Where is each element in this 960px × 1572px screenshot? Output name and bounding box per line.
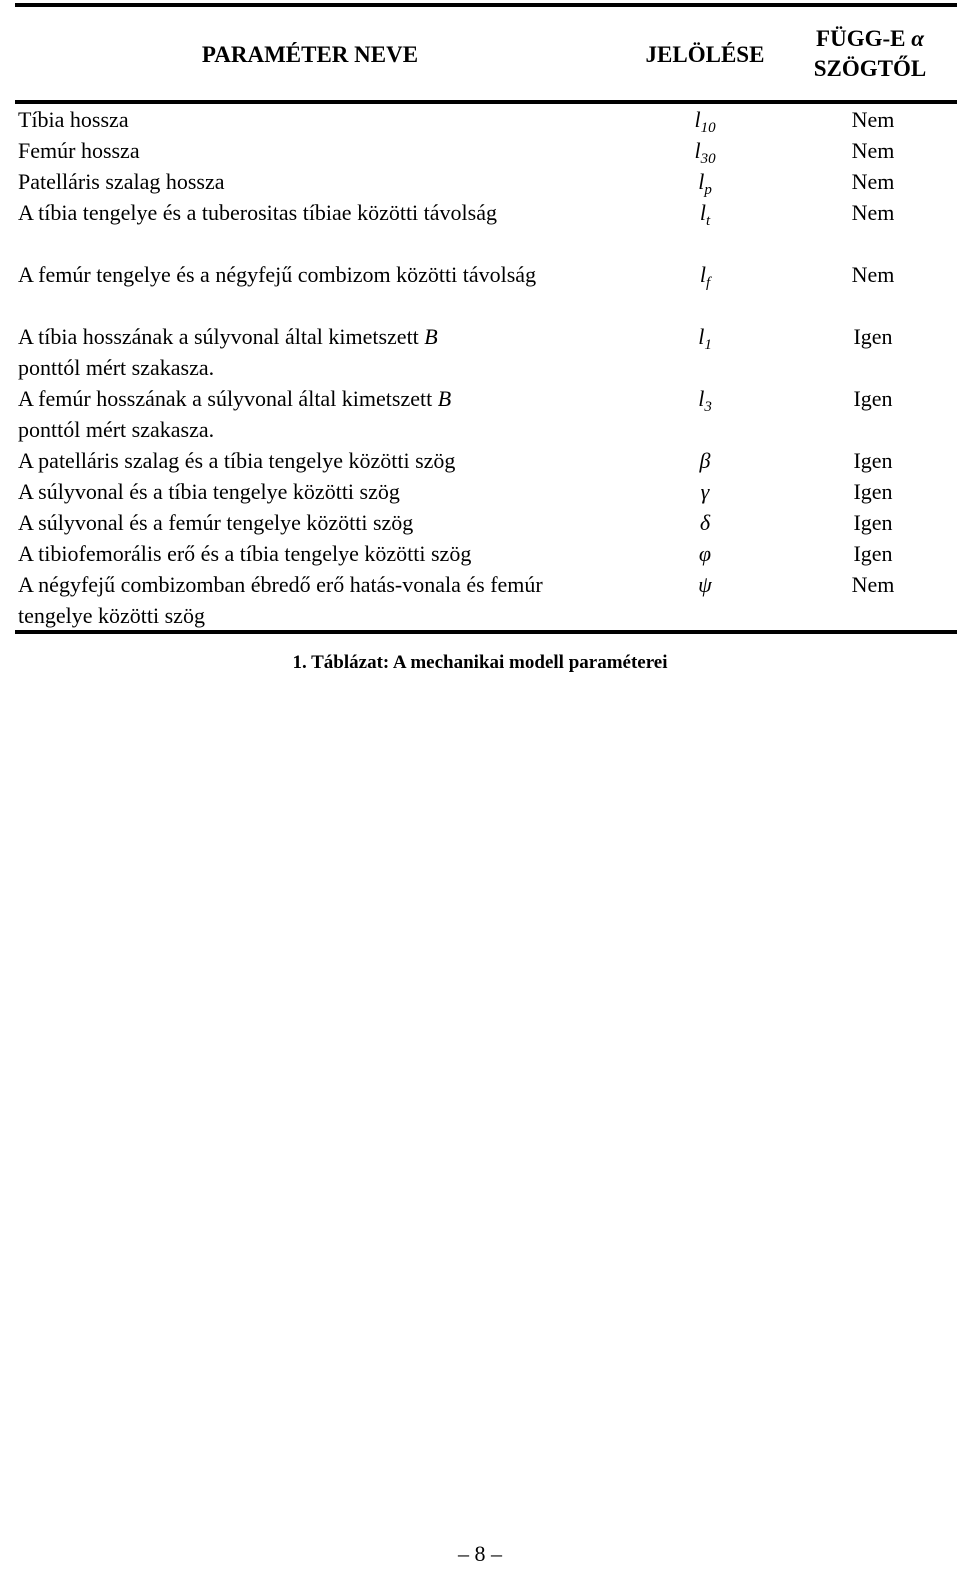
parameter-name: A négyfejű combizomban ébredő erő hatás-vonala és femúr tengelye közötti szög bbox=[18, 572, 543, 628]
parameter-symbol: $l_t$ bbox=[699, 200, 711, 229]
table-row bbox=[0, 507, 960, 538]
parameter-symbol: $l_3$ bbox=[698, 386, 712, 415]
parameter-symbol: ψ bbox=[698, 572, 712, 597]
table-row bbox=[0, 135, 960, 166]
header-parameter-name: PARAMÉTER NEVE bbox=[201, 42, 419, 67]
parameter-dependence: Igen bbox=[853, 386, 893, 411]
parameter-name: A súlyvonal és a tíbia tengelye közötti szög bbox=[18, 479, 400, 504]
parameter-symbol: φ bbox=[698, 541, 712, 566]
header-dependence-line-2: SZÖGTŐL bbox=[813, 56, 927, 81]
parameter-dependence: Nem bbox=[851, 262, 895, 287]
parameter-symbol: $l_1$ bbox=[698, 324, 712, 353]
page-number: – 8 – bbox=[458, 1541, 502, 1566]
table-caption: 1. Táblázat: A mechanikai modell paraméterei bbox=[292, 652, 668, 673]
parameter-name: Patelláris szalag hossza bbox=[18, 169, 225, 194]
parameter-dependence: Igen bbox=[853, 510, 893, 535]
table-header bbox=[0, 8, 960, 100]
parameter-symbol: δ bbox=[699, 510, 711, 535]
table-row bbox=[0, 476, 960, 507]
parameter-dependence: Igen bbox=[853, 448, 893, 473]
table-body bbox=[0, 104, 960, 631]
parameter-symbol: β bbox=[699, 448, 711, 473]
parameter-name: A súlyvonal és a femúr tengelye közötti szög bbox=[18, 510, 414, 535]
parameter-dependence: Nem bbox=[851, 200, 895, 225]
table-row bbox=[0, 445, 960, 476]
parameter-dependence: Nem bbox=[851, 107, 895, 132]
parameter-symbol: γ bbox=[700, 479, 710, 504]
table-row bbox=[0, 569, 960, 631]
parameter-name: A femúr tengelye és a négyfejű combizom közötti távolság bbox=[18, 262, 537, 287]
parameter-name: A tíbia tengelye és a tuberositas tíbiae közötti távolság bbox=[18, 200, 497, 225]
table-top-rule bbox=[15, 3, 957, 7]
table-bottom-rule bbox=[15, 630, 957, 634]
table-row bbox=[0, 321, 960, 383]
parameter-name: Tíbia hossza bbox=[18, 107, 129, 132]
header-alpha-dependence bbox=[790, 24, 950, 84]
header-alpha-symbol: α bbox=[911, 26, 924, 51]
table-row bbox=[0, 538, 960, 569]
header-dependence-line-1 bbox=[790, 24, 950, 54]
parameter-name: A tíbia hosszának a súlyvonal által kimetszett B ponttól mért szakasza. bbox=[18, 324, 438, 380]
header-dependence-text: FÜGG-E bbox=[816, 26, 906, 51]
parameter-name: A femúr hosszának a súlyvonal által kimetszett B ponttól mért szakasza. bbox=[18, 386, 452, 442]
parameter-dependence: Nem bbox=[851, 138, 895, 163]
parameter-dependence: Igen bbox=[853, 479, 893, 504]
parameter-name: A patelláris szalag és a tíbia tengelye közötti szög bbox=[18, 448, 456, 473]
parameter-symbol: $l_f$ bbox=[699, 262, 711, 291]
parameter-symbol: $l_{10}$ bbox=[694, 107, 716, 136]
parameter-dependence: Igen bbox=[853, 324, 893, 349]
parameter-name: A tibiofemorális erő és a tíbia tengelye közötti szög bbox=[18, 541, 472, 566]
header-symbol: JELÖLÉSE bbox=[645, 42, 765, 67]
table-row bbox=[0, 104, 960, 135]
parameter-symbol: $l_{30}$ bbox=[694, 138, 716, 167]
parameter-dependence: Igen bbox=[853, 541, 893, 566]
table-row bbox=[0, 259, 960, 321]
parameter-name: Femúr hossza bbox=[18, 138, 140, 163]
table-row bbox=[0, 166, 960, 197]
parameter-dependence: Nem bbox=[851, 572, 895, 597]
table-row bbox=[0, 197, 960, 259]
parameter-dependence: Nem bbox=[851, 169, 895, 194]
table-row bbox=[0, 383, 960, 445]
parameter-symbol: $l_p$ bbox=[698, 169, 712, 198]
